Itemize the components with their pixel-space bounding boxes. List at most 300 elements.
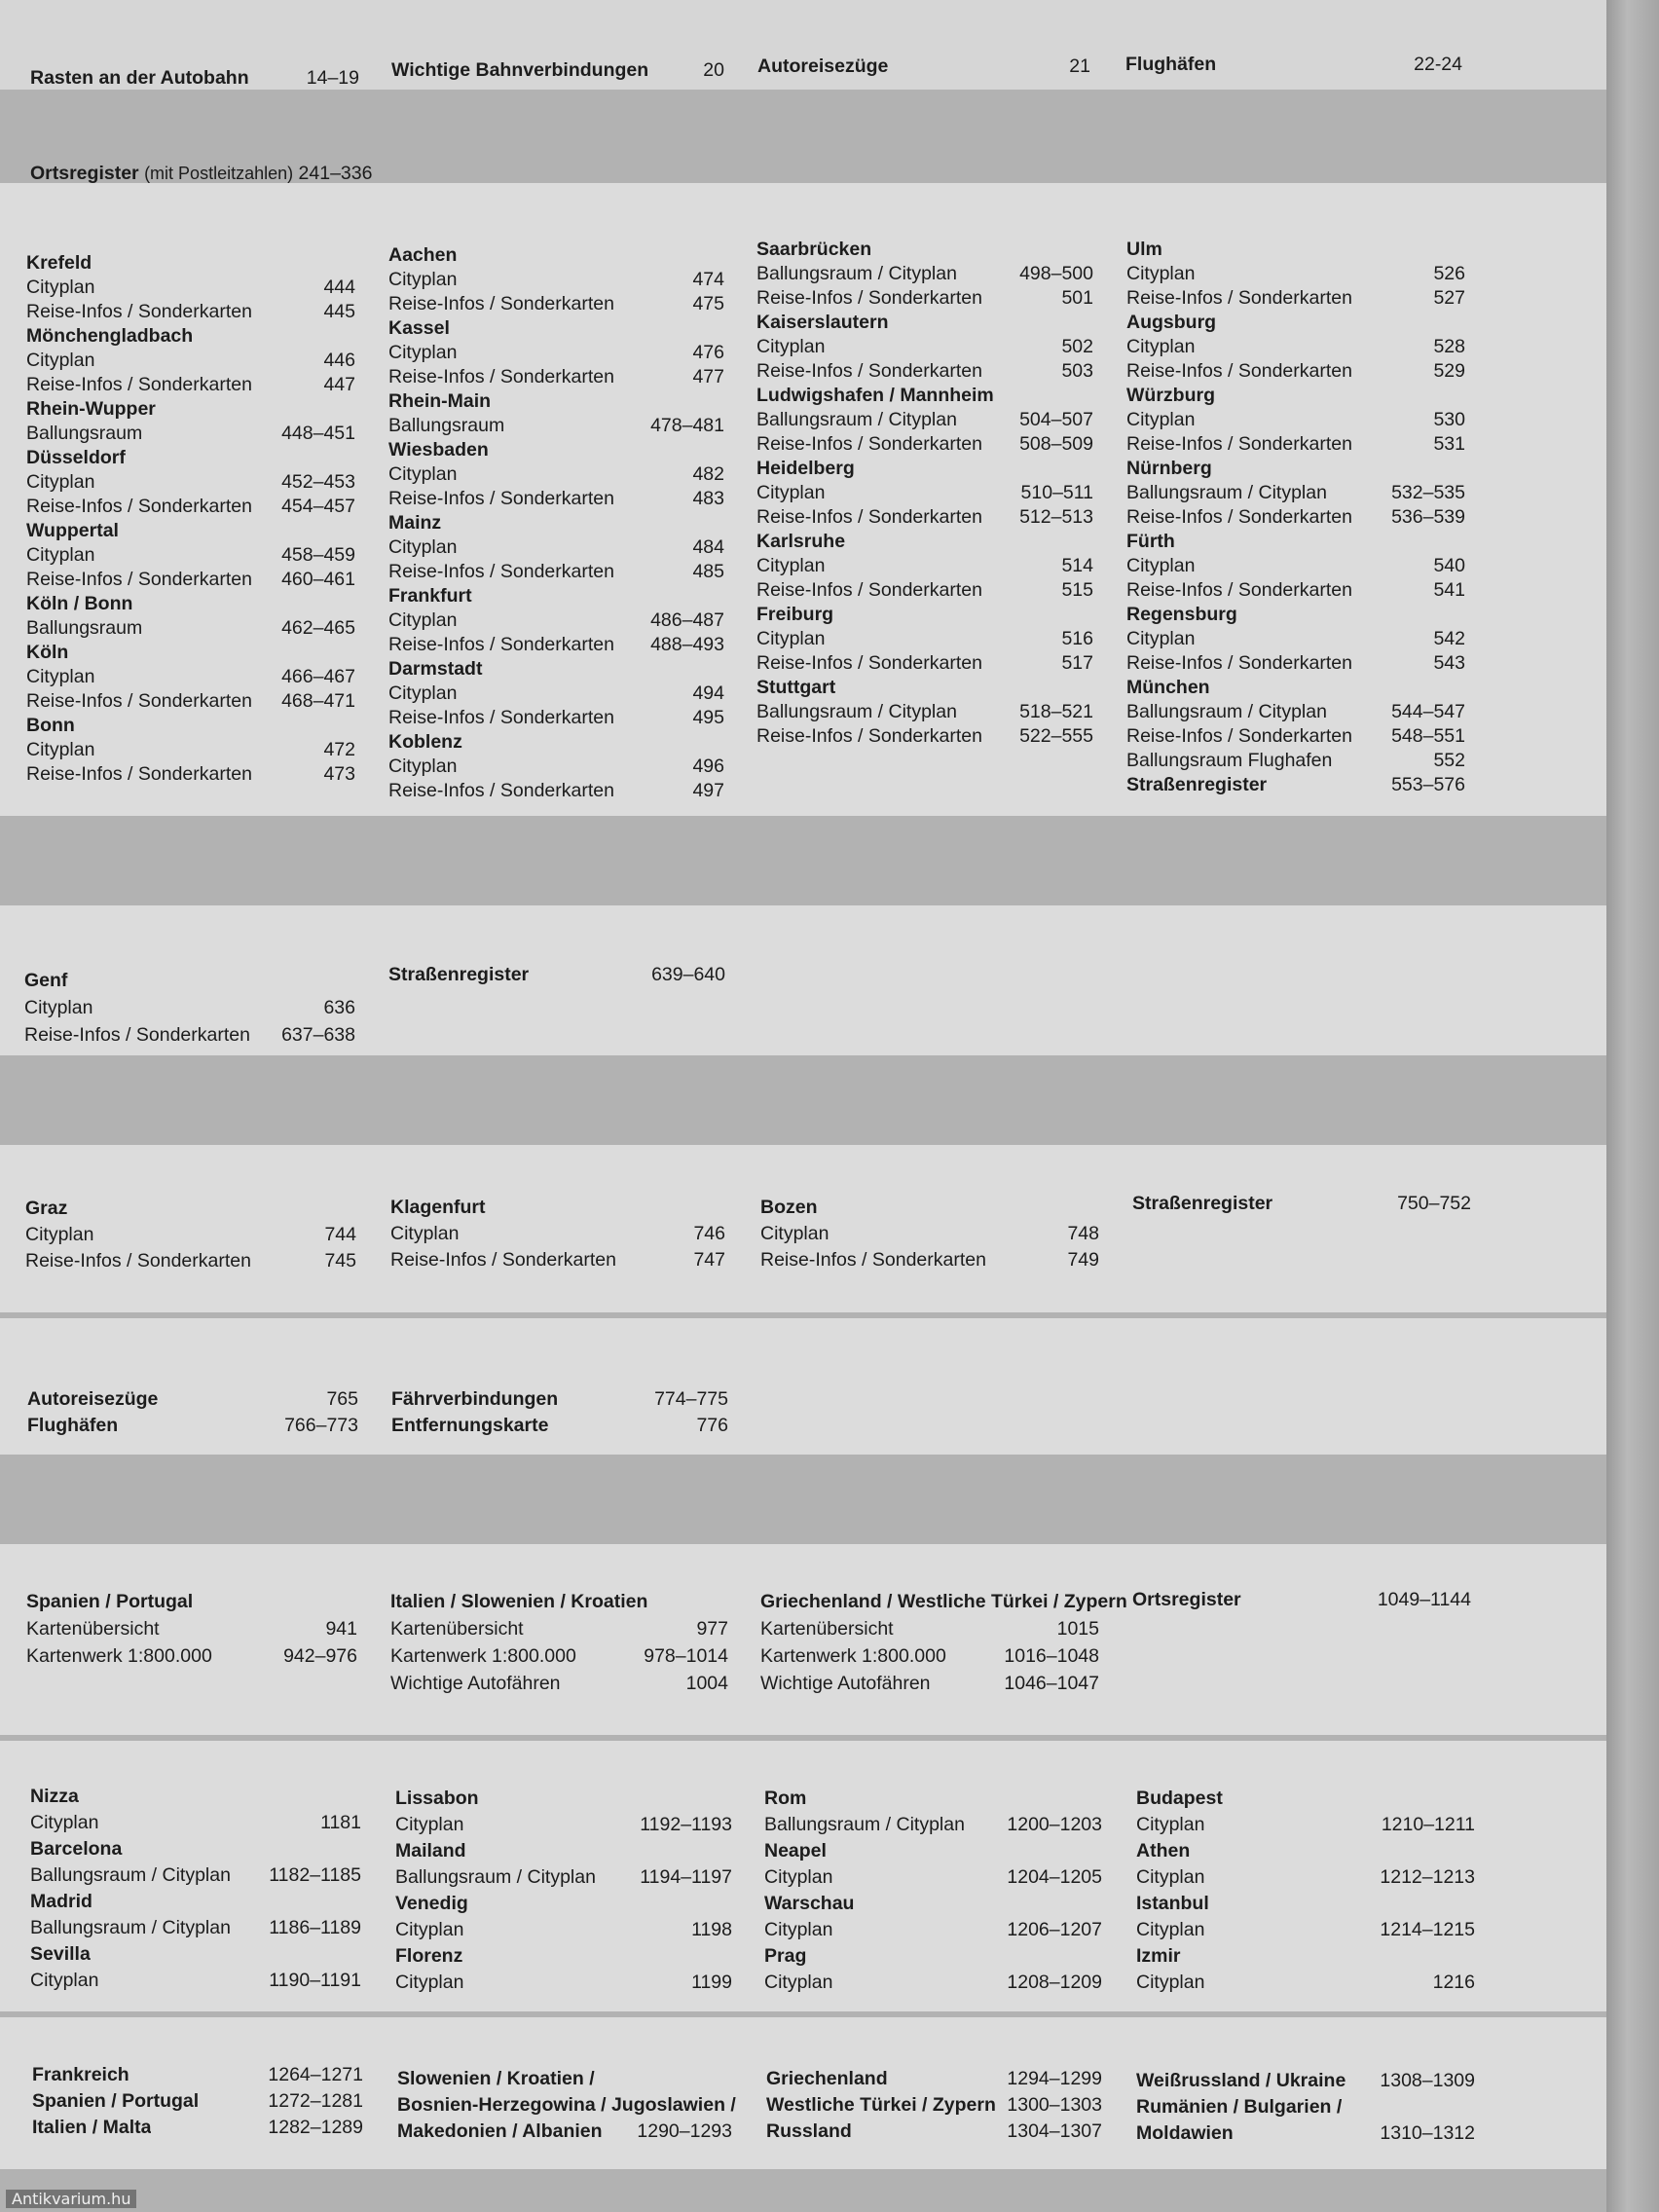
entry-label: Ballungsraum / Cityplan	[30, 1917, 231, 1938]
index-entry	[26, 373, 355, 397]
index-entry	[1126, 749, 1465, 773]
entry-page: 1212–1213	[1380, 1866, 1475, 1888]
entry-label: Cityplan	[26, 666, 95, 687]
entry-page: 458–459	[281, 544, 355, 566]
entry-page: 498–500	[1019, 263, 1093, 284]
entry-label: Cityplan	[390, 1223, 460, 1244]
city-heading: Mailand	[395, 1840, 466, 1862]
entry-page: 1049–1144	[1377, 1589, 1471, 1610]
index-entry	[1126, 724, 1465, 749]
entry-label: Flughäfen	[27, 1415, 119, 1436]
entry-page: 1182–1185	[269, 1864, 361, 1886]
index-entry	[756, 578, 1093, 603]
index-entry	[1126, 481, 1465, 505]
overview-column	[766, 2066, 1102, 2145]
entry-label: Cityplan	[388, 682, 458, 704]
entry-label: Weißrussland / Ukraine	[1136, 2070, 1346, 2091]
city-heading: Madrid	[30, 1891, 92, 1912]
entry-label: Ballungsraum / Cityplan	[1126, 701, 1327, 722]
city-heading: Klagenfurt	[390, 1197, 486, 1218]
city-heading: Budapest	[1136, 1788, 1223, 1809]
entry-page: 1308–1309	[1380, 2070, 1475, 2091]
entry-page: 532–535	[1391, 482, 1465, 503]
index-entry	[764, 1812, 1102, 1838]
ortsregister	[30, 162, 517, 186]
entry-page: 504–507	[1019, 409, 1093, 430]
entry-label: Cityplan	[764, 1866, 833, 1888]
index-entry	[760, 1670, 1099, 1697]
entry-page: 1282–1289	[268, 2117, 363, 2138]
top-entry	[30, 66, 359, 91]
entry-page: 1190–1191	[269, 1970, 361, 1991]
index-entry	[26, 1642, 357, 1670]
city-heading: Fürth	[1126, 531, 1175, 552]
band-divider	[0, 2169, 1606, 2212]
entry-page: 445	[323, 301, 355, 322]
entry-page: 977	[696, 1618, 728, 1640]
index-entry	[1136, 1970, 1475, 1996]
index-entry	[764, 1864, 1102, 1891]
index-entry	[764, 1917, 1102, 1943]
index-entry	[756, 335, 1093, 359]
index-entry	[395, 1812, 732, 1838]
index-entry	[26, 568, 355, 592]
entry-page: 536–539	[1391, 506, 1465, 528]
entry-page: 21	[1069, 55, 1090, 77]
entry-label: Reise-Infos / Sonderkarten	[1126, 652, 1352, 674]
index-entry	[1126, 432, 1465, 457]
city-heading: Rhein-Main	[388, 390, 492, 412]
germany-column	[756, 238, 1093, 749]
index-entry	[756, 408, 1093, 432]
city-heading: Köln	[26, 642, 69, 663]
ortsregister-page: 241–336	[298, 163, 373, 184]
entry-page: 448–451	[281, 423, 355, 444]
klagenfurt-block	[390, 1195, 725, 1273]
entry-label: Frankreich	[32, 2064, 129, 2085]
entry-label: Reise-Infos / Sonderkarten	[1126, 579, 1352, 601]
entry-label: Ballungsraum / Cityplan	[30, 1864, 231, 1886]
index-entry	[30, 1968, 361, 1994]
entry-label: Cityplan	[388, 609, 458, 631]
entry-label: Reise-Infos / Sonderkarten	[24, 1024, 250, 1046]
city-heading: Nürnberg	[1126, 458, 1212, 479]
index-entry	[756, 627, 1093, 651]
entry-page: 637–638	[281, 1024, 355, 1046]
overview-column	[397, 2066, 736, 2145]
entry-page: 460–461	[281, 569, 355, 590]
swiss-strassenregister	[388, 963, 725, 987]
city-heading: Mönchengladbach	[26, 325, 194, 347]
entry-label: Autoreisezüge	[27, 1388, 159, 1410]
entry-page: 1294–1299	[1007, 2068, 1102, 2089]
entry-page: 1304–1307	[1007, 2120, 1102, 2142]
entry-page: 522–555	[1019, 725, 1093, 747]
index-entry	[26, 616, 355, 641]
overview-column	[32, 2062, 363, 2141]
city-heading: München	[1126, 677, 1210, 698]
city-heading: Athen	[1136, 1840, 1191, 1862]
entry-page: 476	[692, 342, 724, 363]
entry-label-line: Moldawien	[1136, 2122, 1234, 2144]
index-entry	[388, 608, 724, 633]
entry-label: Reise-Infos / Sonderkarten	[756, 287, 982, 309]
index-entry	[26, 300, 355, 324]
entry-page: 512–513	[1019, 506, 1093, 528]
entry-label: Reise-Infos / Sonderkarten	[388, 293, 614, 314]
city-heading: Darmstadt	[388, 658, 483, 680]
index-entry	[756, 724, 1093, 749]
entry-page: 446	[323, 350, 355, 371]
entry-page: 1272–1281	[268, 2090, 363, 2112]
entry-page: 477	[692, 366, 724, 387]
entry-label: Cityplan	[395, 1972, 464, 1993]
index-entry	[30, 1862, 361, 1889]
entry-page: 552	[1433, 750, 1465, 771]
city-heading: Freiburg	[756, 604, 834, 625]
index-entry	[1126, 505, 1465, 530]
entry-label: Cityplan	[30, 1812, 99, 1833]
city-heading: Karlsruhe	[756, 531, 846, 552]
entry-page: 530	[1433, 409, 1465, 430]
entry-page: 514	[1061, 555, 1093, 576]
entry-label-line: Bosnien-Herzegowina / Jugoslawien /	[397, 2094, 736, 2116]
index-entry	[1136, 1812, 1475, 1838]
entry-page: 1181	[320, 1812, 361, 1833]
entry-label: Straßenregister	[1132, 1193, 1273, 1214]
entry-label: Straßenregister	[388, 964, 530, 985]
entry-label: Reise-Infos / Sonderkarten	[756, 360, 982, 382]
entry-page: 1192–1193	[640, 1814, 732, 1835]
city-heading: Rom	[764, 1788, 807, 1809]
entry-page: 482	[692, 463, 724, 485]
entry-page: 1004	[685, 1673, 728, 1694]
index-entry	[388, 341, 724, 365]
index-entry	[395, 1970, 732, 1996]
entry-label: Reise-Infos / Sonderkarten	[1126, 360, 1352, 382]
entry-label: Cityplan	[395, 1814, 464, 1835]
index-entry	[390, 1247, 725, 1273]
entry-label: Cityplan	[756, 555, 826, 576]
entry-page: 510–511	[1020, 482, 1093, 503]
entry-label: Ballungsraum / Cityplan	[756, 409, 957, 430]
entry-label: Reise-Infos / Sonderkarten	[1126, 725, 1352, 747]
entry-label: Cityplan	[388, 269, 458, 290]
bozen-block	[760, 1195, 1099, 1273]
entry-page: 748	[1067, 1223, 1099, 1244]
index-entry	[26, 470, 355, 495]
city-heading: Koblenz	[388, 731, 462, 753]
entry-label: Ballungsraum / Cityplan	[764, 1814, 965, 1835]
city-heading: Ulm	[1126, 239, 1162, 260]
top-entry	[1125, 53, 1462, 77]
italien-block	[390, 1588, 728, 1697]
entry-label: Cityplan	[388, 342, 458, 363]
entry-page: 503	[1061, 360, 1093, 382]
entry-page: 462–465	[281, 617, 355, 639]
entry-label-line: Rumänien / Bulgarien /	[1136, 2096, 1343, 2118]
europe-cities-column	[1136, 1786, 1475, 1996]
city-heading: Würzburg	[1126, 385, 1215, 406]
entry-label: Ballungsraum Flughafen	[1126, 750, 1333, 771]
entry-page: 14–19	[306, 67, 359, 89]
entry-label: Fährverbindungen	[391, 1388, 559, 1410]
entry-label: Cityplan	[26, 471, 95, 493]
entry-page: 502	[1061, 336, 1093, 357]
entry-page: 1290–1293	[637, 2120, 732, 2142]
index-entry	[388, 535, 724, 560]
index-entry	[30, 1915, 361, 1941]
entry-page: 508–509	[1019, 433, 1093, 455]
entry-label: Cityplan	[388, 463, 458, 485]
city-heading: Frankfurt	[388, 585, 472, 607]
city-heading: Regensburg	[1126, 604, 1237, 625]
band-divider	[0, 1055, 1606, 1145]
entry-page: 1206–1207	[1007, 1919, 1102, 1940]
index-entry	[1136, 1864, 1475, 1891]
city-heading: Prag	[764, 1945, 807, 1967]
entry-label: Reise-Infos / Sonderkarten	[756, 652, 982, 674]
index-entry	[388, 633, 724, 657]
entry-label: Cityplan	[1136, 1919, 1205, 1940]
entry-page: 1216	[1432, 1972, 1475, 1993]
index-entry	[395, 1917, 732, 1943]
index-entry	[388, 560, 724, 584]
index-entry	[26, 689, 355, 714]
index-entry	[764, 1970, 1102, 1996]
entry-label: Spanien / Portugal	[32, 2090, 200, 2112]
entry-label: Straßenregister	[1126, 774, 1268, 795]
entry-label: Reise-Infos / Sonderkarten	[26, 690, 252, 712]
entry-label: Ortsregister	[1132, 1589, 1241, 1610]
entry-page: 531	[1433, 433, 1465, 455]
index-entry	[395, 1864, 732, 1891]
city-heading: Ludwigshafen / Mannheim	[756, 385, 994, 406]
entry-page: 750–752	[1397, 1193, 1471, 1214]
entry-label: Russland	[766, 2120, 852, 2142]
entry-label: Kartenübersicht	[390, 1618, 524, 1640]
ortsregister-label: Ortsregister	[30, 163, 139, 184]
entry-label: Italien / Malta	[32, 2117, 152, 2138]
city-heading: Istanbul	[1136, 1893, 1209, 1914]
transport-column	[391, 1386, 728, 1439]
entry-label: Cityplan	[1126, 628, 1196, 649]
entry-label: Reise-Infos / Sonderkarten	[388, 561, 614, 582]
entry-page: 553–576	[1391, 774, 1465, 795]
entry-page: 485	[692, 561, 724, 582]
entry-label: Wichtige Autofähren	[760, 1673, 931, 1694]
city-heading: Kaiserslautern	[756, 312, 889, 333]
entry-page: 501	[1061, 287, 1093, 309]
entry-page: 745	[324, 1250, 356, 1272]
entry-page: 494	[692, 682, 724, 704]
entry-label: Reise-Infos / Sonderkarten	[1126, 433, 1352, 455]
city-heading: Venedig	[395, 1893, 468, 1914]
entry-page: 544–547	[1391, 701, 1465, 722]
griechenland-block	[760, 1588, 1127, 1697]
index-entry	[390, 1642, 728, 1670]
index-entry	[756, 432, 1093, 457]
city-heading: Köln / Bonn	[26, 593, 133, 614]
index-entry	[26, 495, 355, 519]
entry-page: 473	[323, 763, 355, 785]
entry-page: 1200–1203	[1007, 1814, 1102, 1835]
germany-column	[26, 251, 355, 787]
entry-label: Wichtige Bahnverbindungen	[391, 59, 649, 81]
entry-label: Reise-Infos / Sonderkarten	[760, 1249, 986, 1271]
entry-label: Cityplan	[388, 756, 458, 777]
entry-label: Reise-Infos / Sonderkarten	[25, 1250, 251, 1272]
city-heading: Wuppertal	[26, 520, 119, 541]
index-entry	[388, 462, 724, 487]
index-entry	[756, 359, 1093, 384]
entry-page: 540	[1433, 555, 1465, 576]
band-divider	[0, 816, 1606, 905]
index-entry	[1126, 335, 1465, 359]
entry-label-line: Slowenien / Kroatien /	[397, 2068, 595, 2089]
europe-cities-column	[30, 1784, 361, 1994]
index-entry	[1126, 651, 1465, 676]
city-heading: Heidelberg	[756, 458, 855, 479]
entry-label: Westliche Türkei / Zypern	[766, 2094, 996, 2116]
city-heading: Bozen	[760, 1197, 818, 1218]
entry-page: 1046–1047	[1004, 1673, 1099, 1694]
entry-label: Ballungsraum / Cityplan	[756, 701, 957, 722]
entry-page: 1194–1197	[640, 1866, 732, 1888]
entry-label: Cityplan	[26, 350, 95, 371]
index-entry	[26, 349, 355, 373]
entry-page: 639–640	[651, 964, 725, 985]
entry-label: Reise-Infos / Sonderkarten	[388, 707, 614, 728]
entry-page: 447	[323, 374, 355, 395]
entry-page: 1300–1303	[1007, 2094, 1102, 2116]
index-entry	[760, 1642, 1099, 1670]
top-entry	[757, 55, 1090, 79]
index-entry	[26, 422, 355, 446]
entry-label: Cityplan	[1136, 1866, 1205, 1888]
city-heading: Düsseldorf	[26, 447, 126, 468]
city-heading: Kassel	[388, 317, 450, 339]
entry-page: 452–453	[281, 471, 355, 493]
entry-page: 22-24	[1414, 54, 1462, 75]
entry-label: Reise-Infos / Sonderkarten	[1126, 506, 1352, 528]
entry-page: 548–551	[1391, 725, 1465, 747]
entry-label: Ballungsraum	[388, 415, 505, 436]
entry-page: 474	[692, 269, 724, 290]
entry-page: 747	[693, 1249, 725, 1271]
entry-page: 776	[696, 1415, 728, 1436]
entry-label: Ballungsraum / Cityplan	[756, 263, 957, 284]
entry-page: 765	[326, 1388, 358, 1410]
germany-column	[388, 243, 724, 803]
entry-label: Reise-Infos / Sonderkarten	[26, 763, 252, 785]
entry-label: Cityplan	[764, 1919, 833, 1940]
index-entry	[1136, 1917, 1475, 1943]
entry-page: 484	[692, 536, 724, 558]
entry-label: Ballungsraum / Cityplan	[395, 1866, 596, 1888]
entry-label: Cityplan	[1126, 555, 1196, 576]
entry-page: 518–521	[1019, 701, 1093, 722]
entry-label: Cityplan	[388, 536, 458, 558]
index-entry	[756, 700, 1093, 724]
entry-label: Ballungsraum	[26, 617, 143, 639]
watermark: Antikvarium.hu	[6, 2190, 136, 2208]
index-entry	[1126, 408, 1465, 432]
entry-label: Cityplan	[30, 1970, 99, 1991]
ortsregister-note: (mit Postleitzahlen)	[144, 164, 294, 183]
entry-label: Kartenwerk 1:800.000	[390, 1645, 576, 1667]
genf-block	[24, 967, 355, 1049]
entry-label: Cityplan	[1126, 409, 1196, 430]
entry-page: 526	[1433, 263, 1465, 284]
index-entry	[760, 1221, 1099, 1247]
entry-page: 475	[692, 293, 724, 314]
index-entry	[756, 554, 1093, 578]
index-entry	[756, 651, 1093, 676]
city-heading: Rhein-Wupper	[26, 398, 156, 420]
entry-label: Cityplan	[1126, 263, 1196, 284]
city-heading: Nizza	[30, 1786, 79, 1807]
city-heading: Italien / Slowenien / Kroatien	[390, 1591, 648, 1612]
city-heading: Saarbrücken	[756, 239, 872, 260]
entry-page: 942–976	[283, 1645, 357, 1667]
entry-page: 483	[692, 488, 724, 509]
entry-label: Reise-Infos / Sonderkarten	[388, 634, 614, 655]
index-entry	[756, 286, 1093, 311]
entry-label: Cityplan	[756, 628, 826, 649]
city-heading: Izmir	[1136, 1945, 1181, 1967]
entry-page: 1210–1211	[1381, 1814, 1475, 1835]
city-heading: Krefeld	[26, 252, 92, 274]
entry-page: 1204–1205	[1007, 1866, 1102, 1888]
index-entry	[388, 779, 724, 803]
entry-page: 528	[1433, 336, 1465, 357]
index-entry	[30, 1810, 361, 1836]
entry-page: 468–471	[281, 690, 355, 712]
index-entry	[24, 994, 355, 1021]
entry-label: Rasten an der Autobahn	[30, 67, 249, 89]
entry-label: Flughäfen	[1125, 54, 1217, 75]
index-entry	[1126, 773, 1465, 797]
entry-label: Autoreisezüge	[757, 55, 889, 77]
entry-label: Reise-Infos / Sonderkarten	[1126, 287, 1352, 309]
book-edge	[1606, 0, 1659, 2212]
band-divider	[0, 1455, 1606, 1544]
entry-label: Reise-Infos / Sonderkarten	[26, 496, 252, 517]
index-entry	[388, 365, 724, 389]
index-entry	[26, 665, 355, 689]
city-heading: Warschau	[764, 1893, 855, 1914]
entry-label: Cityplan	[756, 336, 826, 357]
transport-column	[27, 1386, 358, 1439]
entry-page: 1016–1048	[1004, 1645, 1099, 1667]
index-entry	[390, 1670, 728, 1697]
entry-label: Cityplan	[24, 997, 93, 1018]
spanien-block	[26, 1588, 357, 1670]
entry-label: Cityplan	[764, 1972, 833, 1993]
entry-label: Entfernungskarte	[391, 1415, 549, 1436]
entry-page: 774–775	[654, 1388, 728, 1410]
entry-page: 744	[324, 1224, 356, 1245]
index-entry	[390, 1221, 725, 1247]
index-entry	[1126, 286, 1465, 311]
entry-page: 941	[325, 1618, 357, 1640]
index-entry	[1126, 578, 1465, 603]
index-entry	[1126, 554, 1465, 578]
europe-cities-column	[395, 1786, 732, 1996]
austria-strassenregister	[1132, 1192, 1471, 1216]
entry-page: 636	[323, 997, 355, 1018]
